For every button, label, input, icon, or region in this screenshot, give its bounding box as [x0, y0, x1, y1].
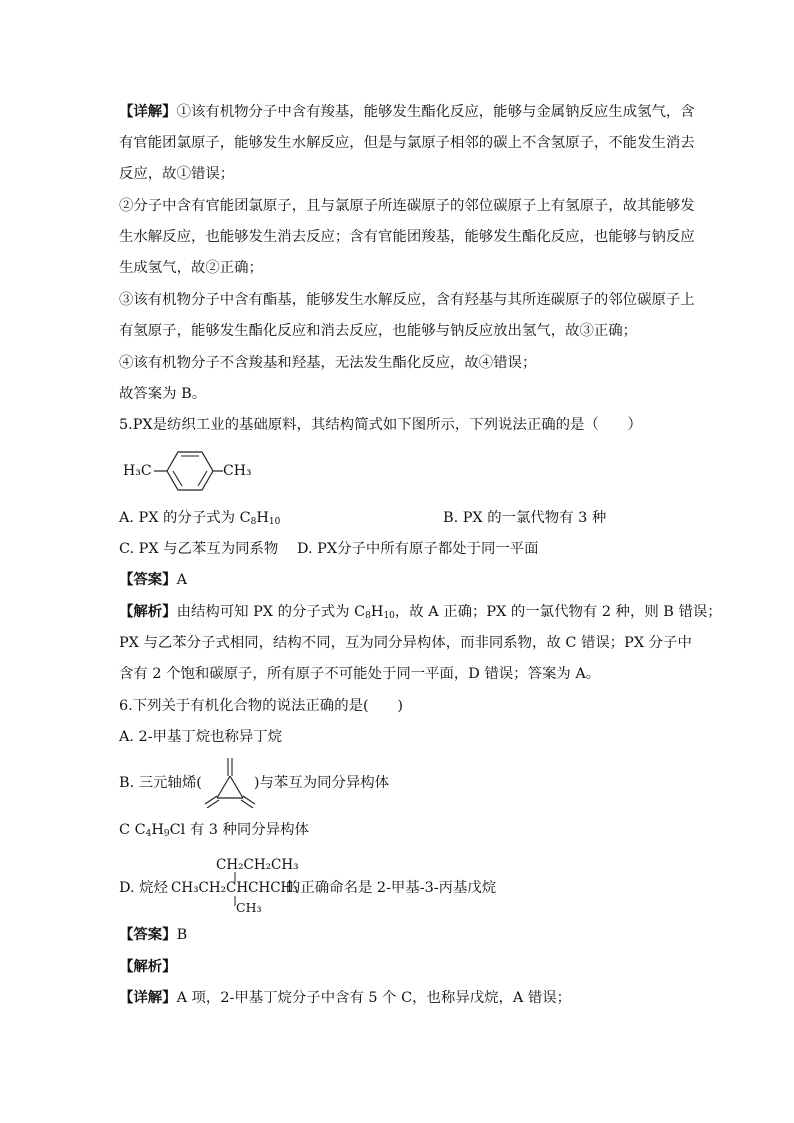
option-c-text: H	[151, 822, 164, 838]
px-structure	[119, 446, 259, 496]
subscript: 8	[250, 517, 257, 527]
option-b-text: B. 三元轴烯(	[119, 775, 202, 791]
answer-value: A	[176, 572, 187, 588]
q5-analysis-line-1	[119, 602, 722, 622]
q6-detail	[119, 988, 571, 1008]
detail-label: 【详解】	[119, 989, 177, 1006]
q6-option-d-text: 的正确命名是 2-甲基-3-丙基戊烷	[286, 880, 497, 896]
option-b-text: )与苯互为同分异构体	[253, 775, 390, 791]
q6-stem: 6.下列关于有机化合物的说法正确的是( )	[119, 698, 403, 714]
px-right-group: CH₃	[223, 463, 252, 479]
q6-option-d-main-chain: CH₃CH₂CHCHCH₃	[171, 880, 298, 896]
q5-option-a	[119, 508, 280, 528]
explanation-line-8: 有氢原子，能够发生酯化反应和消去反应，也能够与钠反应放出氢气，故③正确；	[119, 323, 638, 339]
analysis-label: 【解析】	[119, 603, 177, 620]
subscript: 9	[163, 829, 170, 839]
explanation-line-1	[119, 102, 695, 122]
explanation-line-5: 生水解反应，也能够发生消去反应；含有官能团羧基，能够发生酯化反应，也能够与钠反应	[119, 229, 695, 245]
analysis-text: H	[370, 604, 384, 620]
q5-option-c: C. PX 与乙苯互为同系物	[119, 541, 279, 557]
detail-text: A 项，2-甲基丁烷分子中含有 5 个 C，也称异戊烷，A 错误；	[176, 990, 572, 1006]
q6-option-d-bottom-branch: CH₃	[236, 900, 262, 915]
analysis-text: ，故 A 正确；PX 的一氯代物有 2 种，则 B 错误；	[394, 604, 722, 620]
q6-option-c	[119, 820, 309, 840]
px-left-group: H₃C	[123, 463, 152, 479]
q6-answer	[119, 925, 187, 945]
subscript: 4	[145, 829, 152, 839]
option-a-text: H	[256, 510, 269, 526]
subscript: 10	[383, 611, 395, 621]
branch-bond-lines	[232, 870, 240, 910]
q5-option-b: B. PX 的一氯代物有 3 种	[443, 510, 607, 526]
q6-option-d-top-branch: CH₂CH₂CH₃	[216, 857, 299, 873]
explanation-line-3: 反应，故①错误；	[119, 166, 235, 182]
answer-value: B	[176, 927, 188, 943]
option-c-text: Cl 有 3 种同分异构体	[169, 822, 309, 838]
explanation-line-10: 故答案为 B。	[119, 386, 207, 402]
radialene-structure-icon	[202, 756, 258, 808]
explanation-line-9: ④该有机物分子不含羧基和羟基，无法发生酯化反应，故④错误；	[119, 355, 537, 371]
answer-label: 【答案】	[119, 926, 177, 943]
detail-label: 【详解】	[119, 103, 177, 120]
q6-option-d-label: D. 烷烃	[119, 880, 168, 896]
q6-option-a: A. 2-甲基丁烷也称异丁烷	[119, 729, 283, 745]
q5-analysis-line-3: 含有 2 个饱和碳原子，所有原子不可能处于同一平面，D 错误；答案为 A。	[119, 666, 601, 682]
q5-stem: 5.PX是纺织工业的基础原料，其结构简式如下图所示，下列说法正确的是（ ）	[119, 417, 642, 433]
explanation-line-7: ③该有机物分子中含有酯基，能够发生水解反应，含有羟基与其所连碳原子的邻位碳原子上	[119, 292, 695, 308]
answer-label: 【答案】	[119, 571, 177, 588]
line-text: ①该有机物分子中含有羧基，能够发生酯化反应，能够与金属钠反应生成氢气，含	[176, 104, 695, 120]
option-c-text: C C	[119, 822, 146, 838]
explanation-line-2: 有官能团氯原子，能够发生水解反应，但是与氯原子相邻的碳上不含氢原子，不能发生消去	[119, 135, 695, 151]
option-a-text: A. PX 的分子式为 C	[119, 510, 251, 526]
explanation-line-4: ②分子中含有官能团氯原子，且与氯原子所连碳原子的邻位碳原子上有氢原子，故其能够发	[119, 198, 695, 214]
q5-option-d: D. PX分子中所有原子都处于同一平面	[297, 541, 539, 557]
q6-analysis-label: 【解析】	[119, 958, 177, 975]
subscript: 10	[268, 517, 281, 527]
analysis-text: 由结构可知 PX 的分子式为 C	[176, 604, 366, 620]
explanation-line-6: 生成氢气，故②正确；	[119, 260, 263, 276]
subscript: 8	[365, 611, 371, 621]
q5-answer	[119, 570, 187, 590]
q5-analysis-line-2: PX 与乙苯分子式相同，结构不同，互为同分异构体，而非同系物，故 C 错误；PX 分子中	[119, 635, 692, 651]
